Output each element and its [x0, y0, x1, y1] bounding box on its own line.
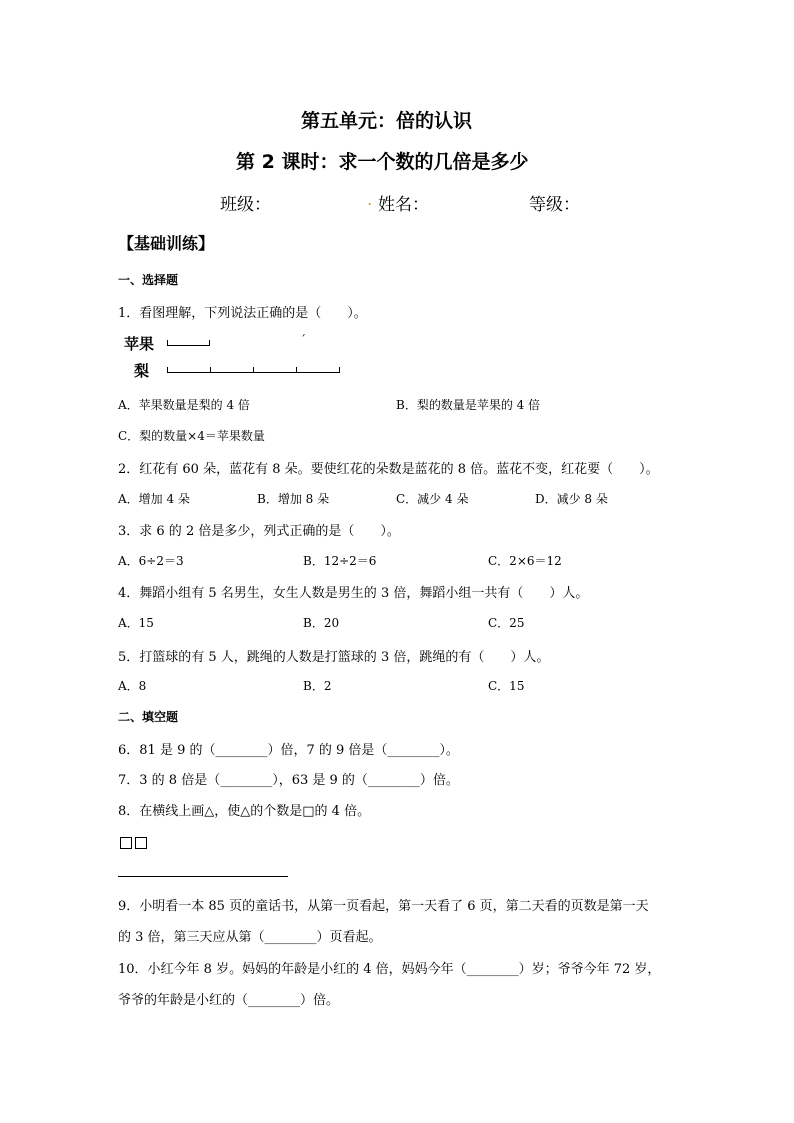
apple-segment — [167, 345, 209, 346]
q5-option-b: B．2 — [303, 679, 332, 693]
question-6: 6．81 是 9 的（________）倍，7 的 9 倍是（________）。 — [118, 743, 459, 758]
apple-tick — [209, 340, 210, 346]
name-label: 姓名： — [378, 195, 429, 215]
q4-option-a: A．15 — [118, 616, 154, 630]
question-1: 1．看图理解，下列说法正确的是（ ）。 — [118, 306, 367, 321]
q3-option-a: A．6÷2＝3 — [118, 554, 184, 568]
class-label: 班级： — [220, 195, 271, 215]
q2-option-a: A．增加 4 朵 — [118, 492, 190, 506]
question-5: 5．打篮球的有 5 人，跳绳的人数是打篮球的 3 倍，跳绳的有（ ）人。 — [118, 650, 550, 665]
grade-label: 等级： — [529, 195, 580, 215]
question-3: 3．求 6 的 2 倍是多少，列式正确的是（ ）。 — [118, 524, 400, 539]
answer-line — [118, 876, 288, 877]
pear-tick — [167, 367, 168, 373]
apple-tick — [167, 340, 168, 346]
q3-option-b: B．12÷2＝6 — [303, 554, 377, 568]
pear-tick — [296, 367, 297, 373]
question-4: 4．舞蹈小组有 5 名男生，女生人数是男生的 3 倍，舞蹈小组一共有（ ）人。 — [118, 586, 589, 601]
info-dot: . — [367, 190, 373, 210]
q4-option-b: B．20 — [303, 616, 340, 630]
square-shape — [135, 837, 147, 849]
q1-option-a: A．苹果数量是梨的 4 倍 — [118, 398, 250, 412]
q2-option-d: D．减少 8 朵 — [535, 492, 608, 506]
part-heading-fill: 二、填空题 — [118, 710, 179, 724]
pear-label: 梨 — [134, 362, 150, 380]
q5-option-a: A．8 — [118, 679, 147, 693]
question-10-line-1: 10．小红今年 8 岁。妈妈的年龄是小红的 4 倍，妈妈今年（________）岁；爷爷今年 72 岁， — [118, 962, 661, 977]
pear-tick — [253, 367, 254, 373]
q5-option-c: C．15 — [488, 679, 525, 693]
question-7: 7．3 的 8 倍是（________），63 是 9 的（________）倍。 — [118, 773, 459, 788]
question-8: 8．在横线上画△，使△的个数是□的 4 倍。 — [118, 804, 371, 819]
page-subtitle: 第 2 课时：求一个数的几倍是多少 — [236, 151, 529, 173]
q1-option-b: B．梨的数量是苹果的 4 倍 — [396, 398, 541, 412]
square-shape — [120, 837, 132, 849]
square-figures — [120, 834, 150, 853]
stray-mark: ˊ — [300, 333, 306, 347]
q4-option-c: C．25 — [488, 616, 525, 630]
page-title: 第五单元：倍的认识 — [301, 110, 473, 132]
pear-tick — [339, 367, 340, 373]
part-heading-choice: 一、选择题 — [118, 273, 179, 287]
question-2: 2．红花有 60 朵，蓝花有 8 朵。要使红花的朵数是蓝花的 8 倍。蓝花不变，红花要（ ）。 — [118, 462, 659, 477]
pear-tick — [210, 367, 211, 373]
q2-option-c: C．减少 4 朵 — [396, 492, 469, 506]
question-9-line-1: 9．小明看一本 85 页的童话书，从第一页看起，第一天看了 6 页，第二天看的页数是第一天 — [118, 899, 649, 914]
q1-option-c: C．梨的数量×4＝苹果数量 — [118, 429, 265, 443]
apple-label: 苹果 — [124, 335, 155, 353]
q2-option-b: B．增加 8 朵 — [257, 492, 330, 506]
question-9-line-2: 的 3 倍，第三天应从第（________）页看起。 — [118, 930, 382, 945]
q3-option-c: C．2×6＝12 — [488, 554, 562, 568]
section-heading: 【基础训练】 — [118, 234, 215, 253]
question-10-line-2: 爷爷的年龄是小红的（________）倍。 — [118, 993, 340, 1008]
